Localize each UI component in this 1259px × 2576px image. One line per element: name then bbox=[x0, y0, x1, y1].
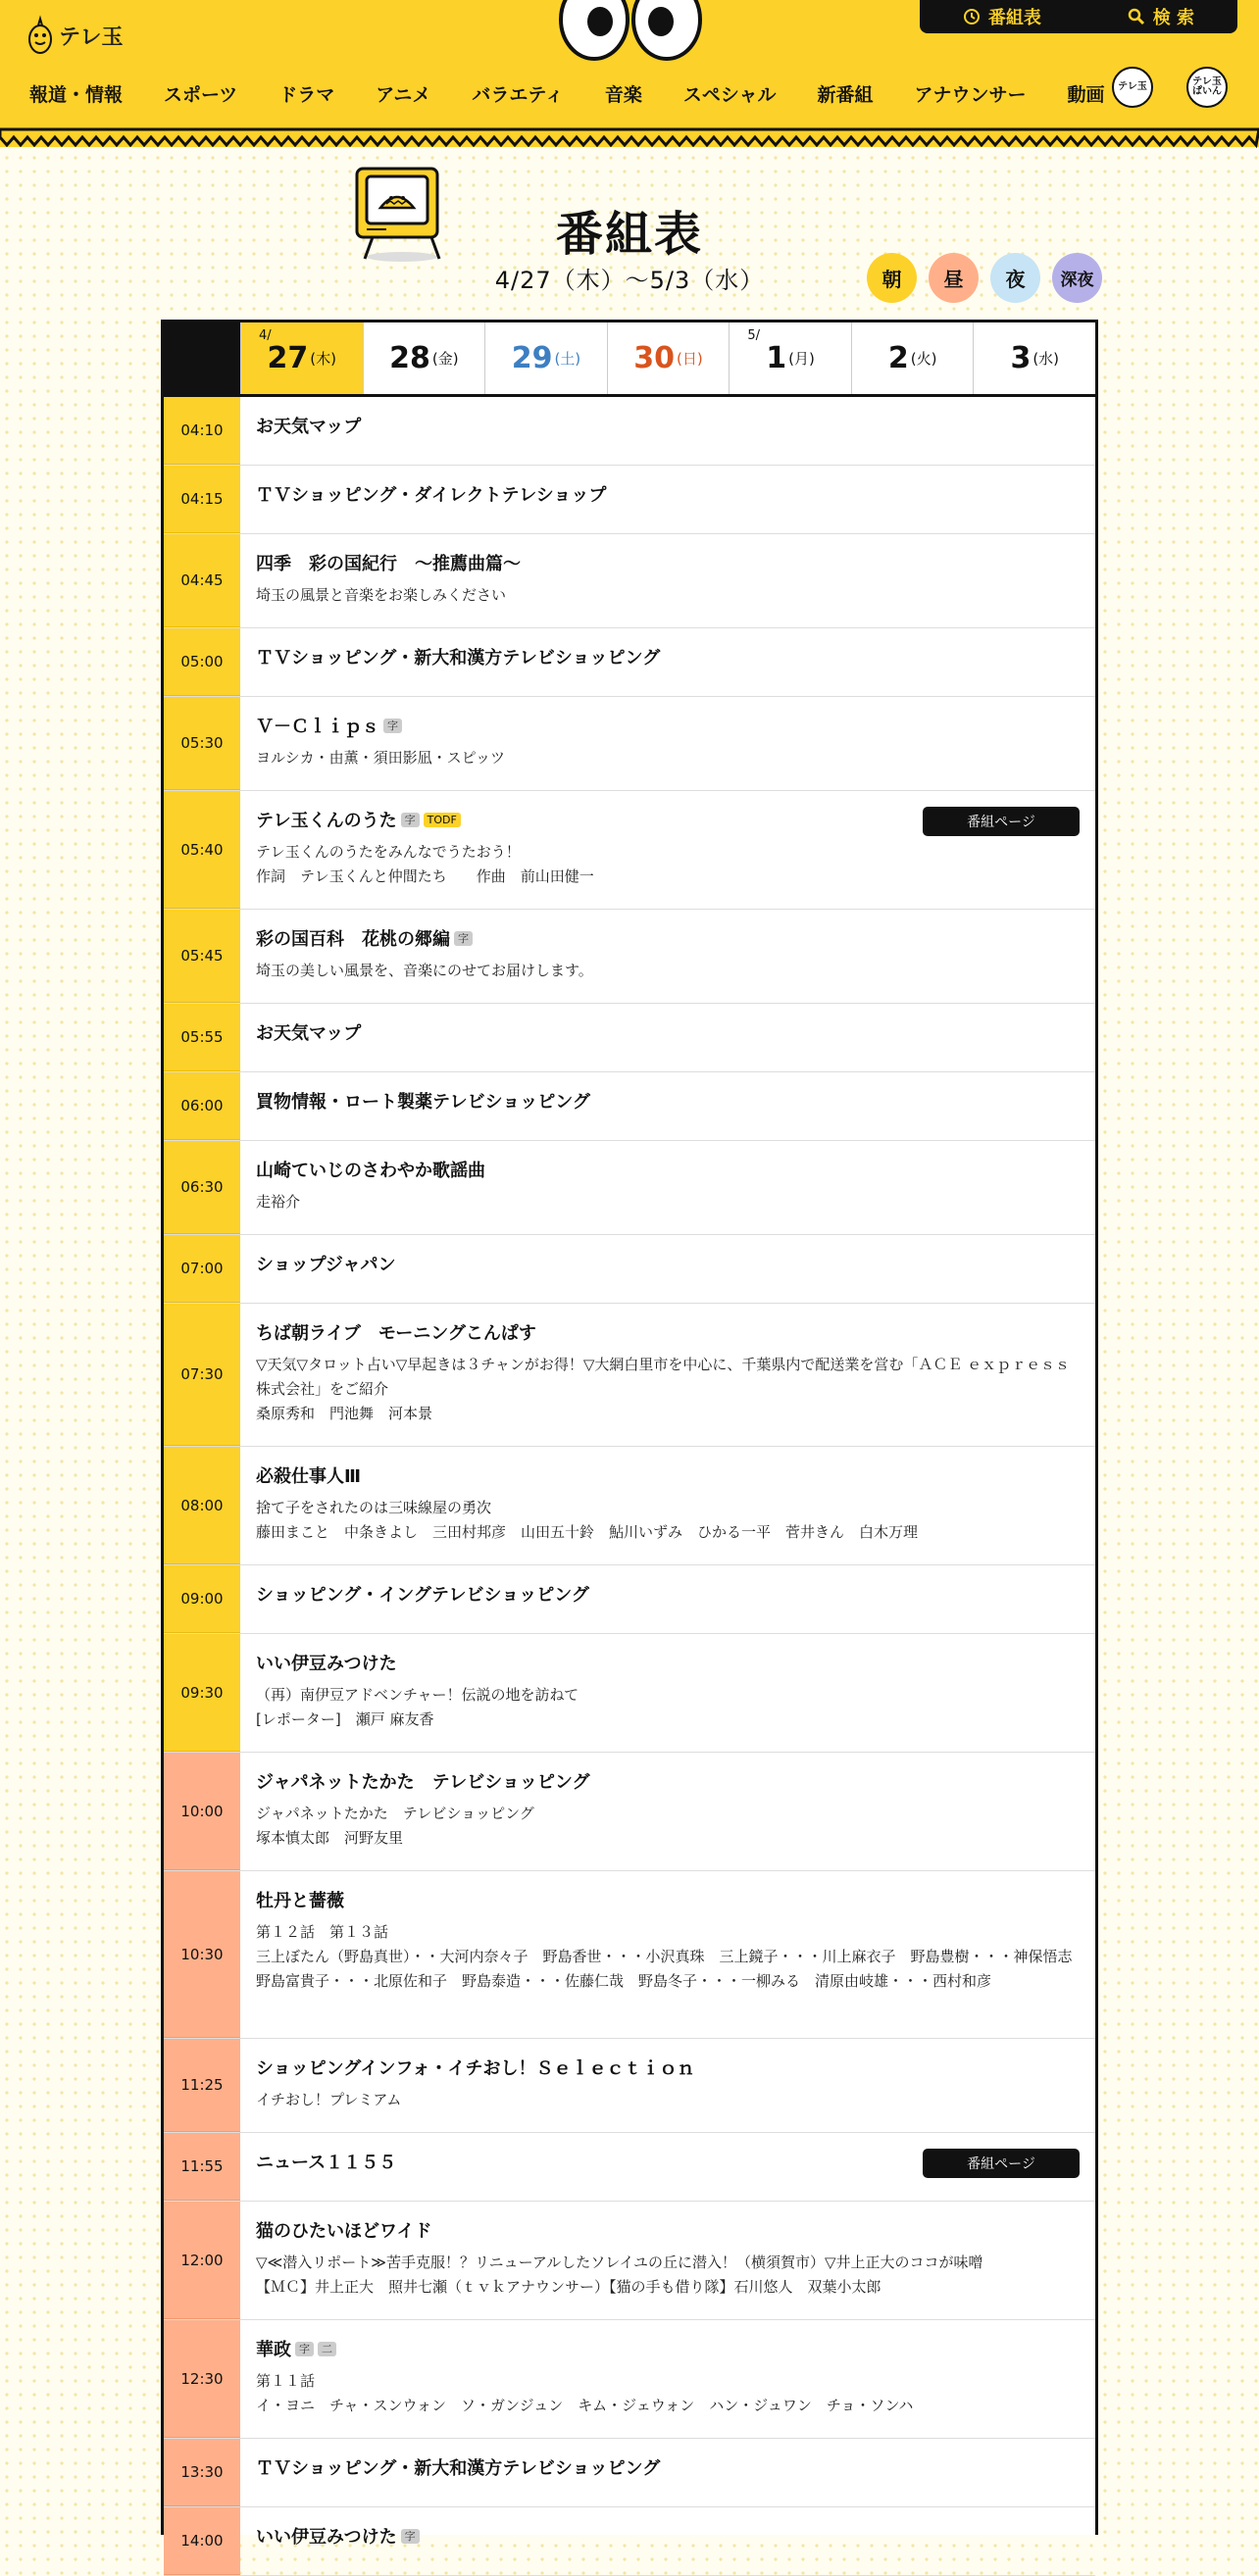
day-tab[interactable] bbox=[363, 322, 485, 394]
nav-item-anime[interactable]: アニメ bbox=[376, 83, 431, 106]
program-schedule bbox=[161, 320, 1098, 2550]
schedule-corner bbox=[164, 322, 240, 394]
program-description-line: 三上ぼたん（野島真世）・・大河内奈々子 野島香世・・・小沢真珠 三上鏡子・・・川上麻衣子 野島豊樹・・・神保悟志 野島富貴子・・・北原佐和子 野島泰造・・・佐藤仁哉 野島冬子・・・一柳みる 清原由岐雄・・・西村和彦 bbox=[256, 1948, 1087, 1990]
program-description-line: ヨルシカ・由薫・須田影凪・スピッツ bbox=[256, 749, 506, 767]
program-description bbox=[256, 1920, 1087, 1994]
program-description-line: イチおし！プレミアム bbox=[256, 2091, 402, 2108]
nav-item-new-programs[interactable]: 新番組 bbox=[817, 83, 874, 106]
program-title-row bbox=[256, 2336, 1080, 2361]
program-title: ニュース１１５５ bbox=[256, 2153, 397, 2173]
program-time: 07:30 bbox=[164, 1304, 240, 1446]
program-title: 山崎ていじのさわやか歌謡曲 bbox=[256, 1161, 485, 1181]
program-description bbox=[256, 746, 1080, 770]
program-row bbox=[164, 1634, 1095, 1753]
program-cell[interactable] bbox=[240, 2202, 1095, 2319]
day-tab[interactable] bbox=[484, 322, 607, 394]
day-tabs bbox=[240, 322, 1095, 394]
teletama-mascot-icon bbox=[27, 16, 53, 55]
search-link-label: 検 索 bbox=[1152, 8, 1195, 28]
program-badge: 字 bbox=[295, 2342, 314, 2356]
day-tab-date: 29 bbox=[511, 341, 553, 375]
site-logo[interactable] bbox=[27, 14, 124, 57]
search-icon bbox=[1128, 8, 1145, 25]
nav-item-music[interactable]: 音楽 bbox=[604, 83, 642, 106]
program-title: 猫のひたいほどワイド bbox=[256, 2221, 432, 2242]
program-description bbox=[256, 1190, 1080, 1214]
nav-item-announcers[interactable]: アナウンサー bbox=[914, 83, 1027, 106]
program-description-line: 塚本慎太郎 河野友里 bbox=[256, 1829, 404, 1847]
day-tab-weekday: (火) bbox=[910, 350, 937, 368]
teletama-pine-label: テレ玉ぱいん bbox=[1192, 75, 1222, 97]
program-row bbox=[164, 2133, 1095, 2202]
day-tab-weekday: (日) bbox=[677, 350, 703, 368]
program-cell[interactable] bbox=[240, 1235, 1095, 1303]
program-time: 11:55 bbox=[164, 2133, 240, 2201]
program-time: 11:25 bbox=[164, 2039, 240, 2132]
program-row bbox=[164, 1235, 1095, 1304]
program-time: 12:00 bbox=[164, 2202, 240, 2319]
nav-item-special[interactable]: スペシャル bbox=[682, 83, 777, 106]
program-title: ちば朝ライブ モーニングこんぱす bbox=[256, 1323, 536, 1344]
program-description-line: [レポーター] 瀬戸 麻友香 bbox=[256, 1710, 434, 1728]
program-title: 四季 彩の国紀行 ～推薦曲篇～ bbox=[256, 554, 521, 574]
program-time: 10:30 bbox=[164, 1871, 240, 2038]
tod-night-label: 夜 bbox=[1005, 268, 1026, 291]
program-cell[interactable] bbox=[240, 2320, 1095, 2438]
program-page-button[interactable]: 番組ページ bbox=[923, 2149, 1080, 2178]
top-links-bar bbox=[920, 0, 1237, 33]
page-title: 番組表 bbox=[555, 207, 703, 262]
program-row bbox=[164, 791, 1095, 910]
program-time: 07:00 bbox=[164, 1235, 240, 1303]
program-title: お天気マップ bbox=[256, 1023, 362, 1044]
program-title: 必殺仕事人Ⅲ bbox=[256, 1466, 362, 1487]
tod-night-button[interactable] bbox=[990, 253, 1040, 303]
program-title-row bbox=[256, 2055, 1080, 2080]
program-description-line: 作詞 テレ玉くんと仲間たち 作曲 前山田健一 bbox=[256, 867, 594, 885]
program-time: 04:10 bbox=[164, 397, 240, 465]
program-time: 08:00 bbox=[164, 1447, 240, 1564]
program-description-line: イ・ヨニ チャ・スンウォン ソ・ガンジュン キム・ジェウォン ハン・ジュワン チョ・ソンハ bbox=[256, 2397, 914, 2414]
program-title-row bbox=[256, 713, 1080, 738]
program-time: 10:00 bbox=[164, 1753, 240, 1870]
program-time: 04:45 bbox=[164, 534, 240, 627]
program-description-line: 第１２話 第１３話 bbox=[256, 1923, 389, 1941]
program-cell[interactable] bbox=[240, 2133, 1095, 2201]
day-tab-date: 28 bbox=[389, 341, 430, 375]
day-tab-month: 4/ bbox=[259, 328, 272, 343]
program-title-row bbox=[256, 481, 1080, 507]
program-title: ＴＶショッピング・ダイレクトテレショップ bbox=[256, 485, 607, 506]
program-cell[interactable] bbox=[240, 628, 1095, 696]
day-tab-date: 30 bbox=[633, 341, 676, 375]
program-time: 13:30 bbox=[164, 2439, 240, 2506]
week-date-range: 4/27（木）〜5/3（水） bbox=[494, 267, 765, 294]
program-badge: TODF bbox=[424, 813, 461, 827]
nav-item-drama[interactable]: ドラマ bbox=[278, 83, 335, 106]
program-row bbox=[164, 1004, 1095, 1072]
genre-nav bbox=[18, 67, 1194, 120]
day-tab[interactable] bbox=[851, 322, 974, 394]
program-time: 04:15 bbox=[164, 466, 240, 533]
program-description bbox=[256, 1683, 1080, 1732]
program-cell[interactable] bbox=[240, 397, 1095, 465]
nav-item-news[interactable]: 報道・情報 bbox=[29, 83, 124, 106]
program-row bbox=[164, 628, 1095, 697]
schedule-link[interactable] bbox=[963, 4, 1041, 29]
program-row bbox=[164, 1753, 1095, 1871]
site-header bbox=[0, 0, 1259, 147]
program-row bbox=[164, 2320, 1095, 2439]
tod-late-night-label: 深夜 bbox=[1060, 271, 1094, 290]
program-description-line: 埼玉の美しい風景を、音楽にのせてお届けします。 bbox=[256, 962, 593, 979]
program-row bbox=[164, 1304, 1095, 1447]
program-cell[interactable] bbox=[240, 697, 1095, 790]
program-badge: 字 bbox=[401, 813, 420, 827]
tod-daytime-button[interactable] bbox=[929, 253, 979, 303]
mascot-eyes-icon bbox=[557, 0, 704, 63]
program-row bbox=[164, 1072, 1095, 1141]
program-description-line: 埼玉の風景と音楽をお楽しみください bbox=[256, 586, 507, 604]
program-description bbox=[256, 959, 1080, 983]
day-selector bbox=[164, 322, 1095, 397]
program-title: ショッピングインフォ・イチおし！Ｓｅｌｅｃｔｉｏｎ bbox=[256, 2058, 695, 2079]
program-title-row bbox=[256, 1768, 1080, 1794]
program-row bbox=[164, 1141, 1095, 1235]
day-tab[interactable] bbox=[973, 322, 1095, 394]
program-time: 05:45 bbox=[164, 910, 240, 1003]
program-time: 05:55 bbox=[164, 1004, 240, 1071]
program-description bbox=[256, 583, 1080, 608]
tod-morning-button[interactable] bbox=[867, 253, 917, 303]
program-badge: 字 bbox=[454, 931, 473, 946]
program-description-line: ▽≪潜入リポート≫苦手克服！？リニューアルしたソレイユの丘に潜入！（横須賀市）▽井上正大のココが味噌 bbox=[256, 2254, 983, 2271]
program-badge: 字 bbox=[383, 718, 402, 733]
teletama-pine-link[interactable] bbox=[1186, 67, 1228, 108]
program-title: ショップジャパン bbox=[256, 1255, 396, 1275]
program-row bbox=[164, 2507, 1095, 2576]
program-title-row bbox=[256, 1088, 1080, 1114]
program-description-line: テレ玉くんのうたをみんなでうたおう！ bbox=[256, 843, 521, 861]
program-description bbox=[256, 1353, 1080, 1426]
program-time: 09:30 bbox=[164, 1634, 240, 1752]
time-of-day-selector bbox=[867, 253, 1102, 306]
program-cell[interactable] bbox=[240, 1634, 1095, 1752]
program-time: 14:00 bbox=[164, 2507, 240, 2575]
program-cell[interactable] bbox=[240, 1447, 1095, 1564]
program-title: ショッピング・イングテレビショッピング bbox=[256, 1585, 589, 1606]
program-cell[interactable] bbox=[240, 1141, 1095, 1234]
program-row bbox=[164, 2039, 1095, 2133]
program-time: 09:00 bbox=[164, 1565, 240, 1633]
program-description bbox=[256, 1496, 1080, 1545]
program-description-line: 捨て子をされたのは三味線屋の勇次 bbox=[256, 1499, 492, 1516]
program-title: お天気マップ bbox=[256, 417, 362, 437]
program-title: テレ玉くんのうた bbox=[256, 811, 397, 831]
program-title-row bbox=[256, 1581, 1080, 1607]
program-title-row bbox=[256, 1650, 1080, 1675]
tod-morning-label: 朝 bbox=[881, 268, 902, 291]
program-description bbox=[256, 2369, 1080, 2418]
program-time: 06:30 bbox=[164, 1141, 240, 1234]
program-row bbox=[164, 1447, 1095, 1565]
clock-icon bbox=[963, 8, 981, 25]
program-cell[interactable] bbox=[240, 1871, 1095, 2038]
tv-mascot-icon bbox=[347, 165, 455, 263]
program-title-row bbox=[256, 925, 1080, 951]
program-title: ＴＶショッピング・新大和漢方テレビショッピング bbox=[256, 648, 661, 669]
program-title: 華政 bbox=[256, 2340, 291, 2360]
program-time: 06:00 bbox=[164, 1072, 240, 1140]
program-title-row bbox=[256, 2454, 1080, 2480]
program-title: ＴＶショッピング・新大和漢方テレビショッピング bbox=[256, 2458, 661, 2479]
program-time: 05:30 bbox=[164, 697, 240, 790]
program-title-row bbox=[256, 644, 1080, 669]
program-cell[interactable] bbox=[240, 1304, 1095, 1446]
program-title-row bbox=[256, 1462, 1080, 1488]
day-tab-weekday: (月) bbox=[788, 350, 815, 368]
program-description-line: 藤田まこと 中条きよし 三田村邦彦 山田五十鈴 鮎川いずみ ひかる一平 菅井きん 白木万理 bbox=[256, 1523, 919, 1541]
program-cell[interactable] bbox=[240, 1565, 1095, 1633]
day-tab[interactable] bbox=[607, 322, 730, 394]
program-list bbox=[164, 397, 1095, 2576]
program-title-row bbox=[256, 1251, 1080, 1276]
teletama-shop-label: テレ玉 bbox=[1118, 80, 1147, 92]
day-tab-weekday: (金) bbox=[431, 350, 459, 368]
schedule-link-label: 番組表 bbox=[987, 8, 1041, 28]
day-tab[interactable] bbox=[729, 322, 851, 394]
day-tab-date: 27 bbox=[267, 341, 309, 375]
nav-item-sports[interactable]: スポーツ bbox=[164, 83, 238, 106]
teletama-shop-link[interactable] bbox=[1112, 67, 1153, 108]
day-tab-month: 5/ bbox=[747, 328, 760, 343]
day-tab-weekday: (木) bbox=[310, 350, 337, 368]
program-title: 買物情報・ロート製薬テレビショッピング bbox=[256, 1092, 590, 1113]
program-badge: 字 bbox=[401, 2529, 420, 2544]
program-description-line: 桑原秀和 門池舞 河本景 bbox=[256, 1405, 433, 1422]
program-row bbox=[164, 2439, 1095, 2507]
program-description bbox=[256, 840, 1080, 889]
program-cell[interactable] bbox=[240, 1753, 1095, 1870]
program-title-row bbox=[256, 1019, 1080, 1045]
program-cell[interactable] bbox=[240, 1072, 1095, 1140]
program-row bbox=[164, 534, 1095, 628]
program-cell[interactable] bbox=[240, 2039, 1095, 2132]
program-title-row bbox=[256, 2523, 1080, 2549]
day-tab-date: 1 bbox=[766, 341, 787, 375]
program-title: ジャパネットたかた テレビショッピング bbox=[256, 1772, 590, 1793]
program-time: 05:40 bbox=[164, 791, 240, 909]
logo-text: テレ玉 bbox=[59, 25, 124, 50]
nav-item-videos[interactable]: 動画 bbox=[1067, 83, 1105, 106]
day-tab-date: 2 bbox=[887, 341, 909, 375]
program-title-row bbox=[256, 1319, 1080, 1345]
program-title: いい伊豆みつけた bbox=[256, 1654, 397, 1674]
program-description-line: 【ＭＣ】井上正大 照井七瀬（ｔｖｋアナウンサー）【猫の手も借り隊】石川悠人 双葉小太郎 bbox=[256, 2278, 881, 2296]
program-row bbox=[164, 910, 1095, 1004]
program-row bbox=[164, 697, 1095, 791]
program-description bbox=[256, 2088, 1080, 2112]
program-title-row bbox=[256, 1887, 1080, 1912]
program-title: 牡丹と薔薇 bbox=[256, 1891, 344, 1911]
program-row bbox=[164, 466, 1095, 534]
program-description-line: 第１１話 bbox=[256, 2372, 316, 2390]
program-title: 彩の国百科 花桃の郷編 bbox=[256, 929, 450, 950]
program-time: 05:00 bbox=[164, 628, 240, 696]
program-title-row bbox=[256, 2217, 1080, 2243]
program-cell[interactable] bbox=[240, 791, 1095, 909]
program-cell[interactable] bbox=[240, 534, 1095, 627]
day-tab[interactable] bbox=[240, 322, 363, 394]
program-description bbox=[256, 2251, 1080, 2300]
program-cell[interactable] bbox=[240, 2507, 1095, 2575]
program-title-row bbox=[256, 1157, 1080, 1182]
program-page-button[interactable]: 番組ページ bbox=[923, 807, 1080, 836]
day-tab-weekday: (水) bbox=[1032, 350, 1060, 368]
program-row bbox=[164, 397, 1095, 466]
program-description bbox=[256, 1802, 1080, 1851]
program-cell[interactable] bbox=[240, 910, 1095, 1003]
program-time: 12:30 bbox=[164, 2320, 240, 2438]
program-title: Ｖ－Ｃｌｉｐｓ bbox=[256, 717, 379, 737]
search-link[interactable] bbox=[1128, 4, 1194, 29]
program-title-row bbox=[256, 550, 1080, 575]
program-description-line: ▽天気▽タロット占い▽早起きは３チャンがお得！▽大網白里市を中心に、千葉県内で配送業を営む「ＡＣＥ ｅｘｐｒｅｓｓ株式会社」をご紹介 bbox=[256, 1356, 1071, 1398]
program-title-row bbox=[256, 413, 1080, 438]
program-cell[interactable] bbox=[240, 466, 1095, 533]
tod-daytime-label: 昼 bbox=[943, 268, 964, 291]
header-zigzag-edge bbox=[0, 129, 1259, 149]
program-row bbox=[164, 2202, 1095, 2320]
nav-item-variety[interactable]: バラエティ bbox=[472, 83, 564, 106]
tod-late-night-button[interactable] bbox=[1052, 253, 1102, 303]
program-description-line: （再）南伊豆アドベンチャー！伝説の地を訪ねて bbox=[256, 1686, 579, 1704]
program-row bbox=[164, 1871, 1095, 2039]
day-tab-weekday: (土) bbox=[554, 350, 581, 368]
program-description-line: ジャパネットたかた テレビショッピング bbox=[256, 1805, 534, 1822]
day-tab-date: 3 bbox=[1010, 341, 1032, 375]
program-cell[interactable] bbox=[240, 2439, 1095, 2506]
program-title: いい伊豆みつけた bbox=[256, 2527, 397, 2548]
program-description-line: 走裕介 bbox=[256, 1193, 301, 1211]
program-cell[interactable] bbox=[240, 1004, 1095, 1071]
program-badge: 二 bbox=[318, 2342, 336, 2356]
program-row bbox=[164, 1565, 1095, 1634]
